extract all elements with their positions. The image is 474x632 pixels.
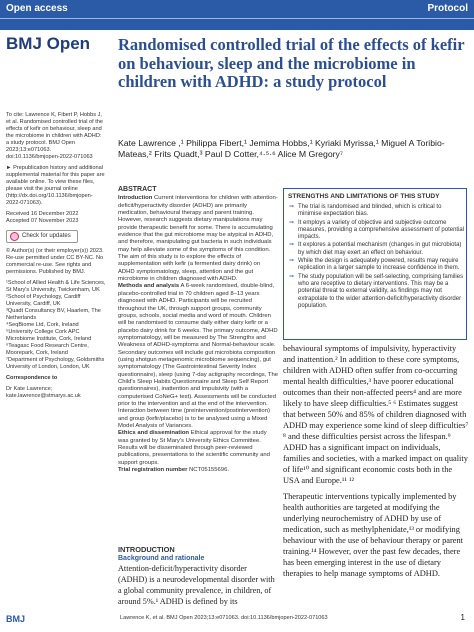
correspondence-contact[interactable]: Dr Kate Lawrence; kate.lawrence@stmarys.ac.uk	[6, 386, 81, 399]
right-column-body	[283, 343, 469, 584]
left-sidebar	[6, 112, 106, 404]
arrow-icon: ⇒	[289, 273, 295, 280]
list-item-text: While the design is adequately powered, results may require replication in a larger sample to increase confidence in them.	[298, 258, 460, 272]
bmj-logo[interactable]: BMJ	[6, 614, 26, 624]
accepted-date: Accepted 07 November 2023	[6, 218, 79, 224]
affiliation: ⁷Department of Psychology, Goldsmiths University of London, London, UK	[6, 357, 105, 370]
correspondence-heading: Correspondence to	[6, 375, 58, 381]
abstract-methods	[118, 283, 278, 430]
affiliation: ⁶Teagasc Food Research Centre, Moorepark, Cork, Ireland	[6, 343, 89, 356]
arrow-icon: ⇒	[289, 258, 295, 265]
header-divider	[0, 18, 474, 19]
open-access-label: Open access	[6, 3, 68, 14]
header-bar	[0, 0, 474, 30]
article-title: Randomised controlled trial of the effects of kefir on behaviour, sleep and the microbiome in children with ADHD: a study protocol	[118, 35, 465, 91]
list-item	[289, 220, 465, 242]
arrow-icon: ⇒	[289, 204, 295, 210]
strengths-list	[289, 204, 465, 311]
check-updates-button[interactable]	[6, 230, 78, 243]
affiliation: ²School of Psychology, Cardiff University, Cardiff, UK	[6, 294, 81, 307]
page-number: 1	[460, 613, 465, 622]
footer-citation: Lawrence K, et al. BMJ Open 2023;13:e071063. doi:10.1136/bmjopen-2022-071063	[120, 615, 328, 621]
page-footer	[0, 610, 474, 632]
section-label: Protocol	[427, 3, 468, 14]
list-item	[289, 242, 465, 257]
arrow-icon: ⇒	[289, 219, 295, 226]
update-icon	[10, 232, 19, 241]
abstract-intro-label: Introduction	[118, 195, 153, 202]
abstract-ethics	[118, 430, 278, 467]
prepub-note[interactable]: ► Prepublication history and additional supplemental material for this paper are available online. To view these files, please visit the journal online (http://dx.doi.org/10.1136/bmjopen-2022-071063).	[6, 165, 105, 206]
list-item-text: The study population will be self-selecting, comprising families who are receptive to dietary interventions. This may be a potential threat to external validity, as findings may not extrapolate to the wider attention-deficit/hyperactivity disorder population.	[298, 273, 464, 309]
dates	[6, 211, 106, 225]
body-paragraph: Therapeutic interventions typically implemented by health authorities are targeted at modifying the underlying neurochemistry of ADHD by use of medication, such as methylphenidate,¹³ or modifying behaviour with the use of behaviour therapy or parent training.¹⁴ However, over the past few decades, there has been emerging interest in the use of dietary therapies to help manage symptoms of ADHD.	[283, 492, 464, 578]
abstract-intro-text: Current interventions for children with attention-deficit/hyperactivity disorder (ADHD) are primarily medication, behavioural therapy and parent training. However, research suggests dietary manipulations may provide therapeutic benefit for some. There is accumulating evidence that the gut microbiome may be atypical in ADHD, and therefore, manipulating gut bacteria in such individuals may help alleviate some of the symptoms of this condition. The aim of this study is to explore the effects of supplementation with kefir (a fermented dairy drink) on ADHD symptomatology, sleep, attention and the gut microbiome in children diagnosed with ADHD.	[118, 195, 278, 283]
introduction-section	[118, 545, 278, 607]
check-updates-label: Check for updates	[22, 233, 71, 239]
abstract-methods-label: Methods and analysis	[118, 283, 180, 290]
arrow-icon: ⇒	[289, 242, 295, 249]
list-item-text: It explores a potential mechanism (changes in gut microbiota) by which diet may exert an effect on behaviour.	[298, 242, 462, 256]
list-item	[289, 258, 465, 273]
abstract-trial-text: NCT05155696.	[189, 467, 229, 474]
abstract-introduction	[118, 195, 278, 283]
received-date: Received 16 December 2022	[6, 211, 79, 217]
strengths-limitations-box	[283, 188, 467, 340]
list-item	[289, 204, 465, 219]
introduction-heading: INTRODUCTION	[118, 545, 175, 554]
strengths-box-title: STRENGTHS AND LIMITATIONS OF THIS STUDY	[288, 193, 440, 200]
affiliations	[6, 280, 106, 371]
list-item-text: The trial is randomised and blinded, which is critical to minimise expectation bias.	[298, 204, 442, 218]
background-subheading: Background and rationale	[118, 555, 205, 562]
author-list	[118, 138, 468, 160]
affiliation: ³Quadt Consultancy BV, Haarlem, The Netherlands	[6, 308, 101, 321]
abstract-heading: ABSTRACT	[118, 186, 157, 193]
cite-note: To cite: Lawrence K, Fibert P, Hobbs J, et al. Randomised controlled trial of the effects of kefir on behaviour, sleep and the microbiome in children with ADHD: a study protocol. BMJ Open 2023;13:e071063. doi:10.1136/bmjopen-2022-071063	[6, 112, 104, 160]
abstract	[118, 186, 278, 474]
body-paragraph: behavioural symptoms of impulsivity, hyperactivity and inattention.² In addition to these core symptoms, children with ADHD often suffer from co-occurring mental health difficulties,³ have poorer educational outcomes than their non-affected peers⁴ and are more likely to have sleep difficulties.⁵ ⁶ Estimates suggest that between 50% and 85% of children diagnosed with ADHD may experience some kind of sleep difficulties⁷ ⁸ and these difficulties persist across the lifespan.⁹ ADHD has a significant impact on individuals, families and societies, with a marked impact on quality of life¹⁰ and significant economic costs both in the USA and Europe.¹¹ ¹²	[283, 344, 469, 485]
introduction-text: Attention-deficit/hyperactivity disorder (ADHD) is a neurodevelopmental disorder with a global community prevalence, in children, of around 5%.¹ ADHD is defined by its	[118, 564, 275, 606]
list-item	[289, 274, 465, 310]
copyright-note: © Author(s) (or their employer(s)) 2023. Re-use permitted under CC BY-NC. No commercial re-use. See rights and permissions. Published by BMJ.	[6, 248, 104, 275]
abstract-methods-text: A 6-week randomised, double-blind, placebo-controlled trial in 70 children aged 8–13 years diagnosed with ADHD. Participants will be recruited throughout the UK, through support groups, community groups, schools, social media and word of mouth. Children will be randomised to consume daily either dairy kefir or a placebo dairy drink for 6 weeks. The primary outcome, ADHD symptomatology, will be measured by The Strengths and Weakness of ADHD-symptoms and Normal-behaviour scale. Secondary outcomes will include gut microbiota composition (using shotgun metagenomic microbiome sequencing), gut symptomatology (The Gastrointestinal Severity Index questionnaire), sleep (using 7-day actigraphy recordings, The Child's Sleep Habits Questionnaire and Sleep Self Report questionnaires), inattention and impulsivity (with a computerised CoNeG+ test). Assessments will be conducted prior to the intervention and at the end of the intervention. Interaction between time (preintervention/postintervention) and group (kefir/placebo) is to be analysed using a Mixed Model Analysis of Variances.	[118, 283, 279, 429]
abstract-ethics-text: Ethical approval for the study was granted by St Mary's University Ethics Committee. Results will be disseminated through peer-reviewed publications, presentations to the scientific community and support groups.	[118, 430, 270, 466]
abstract-trial-label: Trial registration number	[118, 467, 188, 474]
affiliation: ¹School of Allied Health & Life Sciences, St Mary's University, Twickenham, UK	[6, 280, 106, 293]
abstract-ethics-label: Ethics and dissemination	[118, 430, 190, 437]
affiliation: ⁴SeqBiome Ltd, Cork, Ireland	[6, 322, 79, 328]
list-item-text: It employs a variety of objective and subjective outcome measures, providing a comprehensive assessment of potential impacts.	[298, 219, 465, 241]
abstract-trial	[118, 467, 278, 474]
journal-brand[interactable]: BMJ Open	[6, 34, 91, 53]
affiliation: ⁵University College Cork APC Microbiome Institute, Cork, Ireland	[6, 329, 92, 342]
author-names: Kate Lawrence ,¹ Philippa Fibert,¹ Jemima Hobbs,¹ Kyriaki Myrissa,¹ Miguel A Toribio-Mateas,² Frits Quadt,³ Paul D Cotter,⁴·⁵·⁶ Alice M Gregory⁷	[118, 138, 445, 159]
